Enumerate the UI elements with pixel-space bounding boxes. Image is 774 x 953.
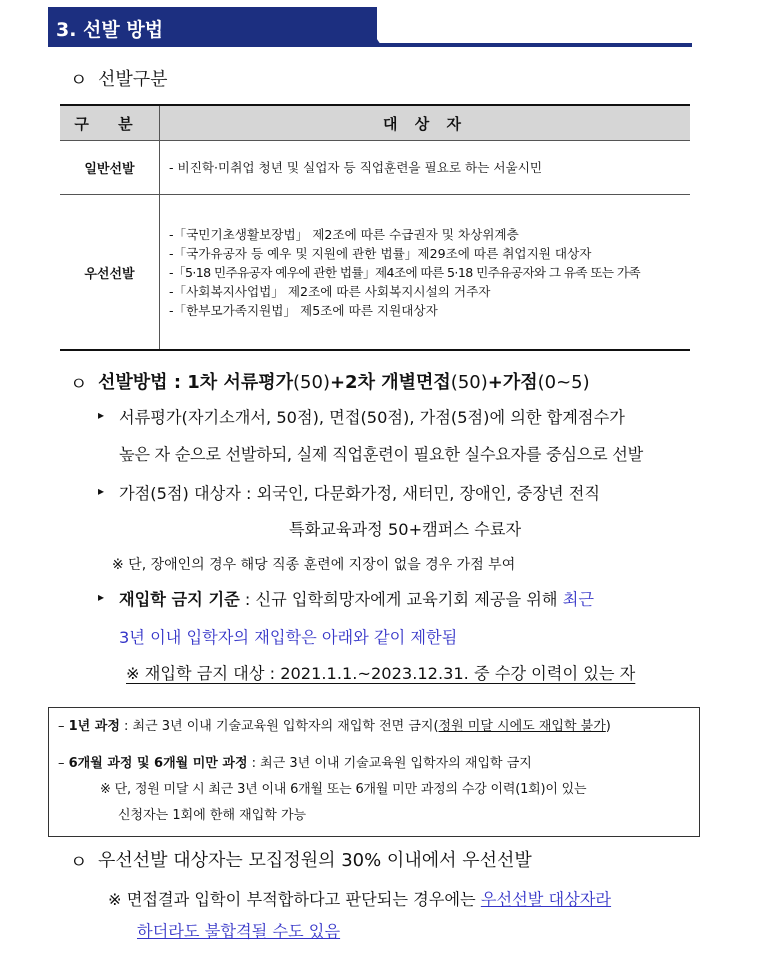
section-header-tail	[355, 7, 381, 45]
method-item1-line2: 높은 자 순으로 선발하되, 실제 직업훈련이 필요한 실수요자를 중심으로 선발	[119, 445, 643, 464]
table-row	[60, 141, 690, 195]
subsection-title-priority: 우선선발 대상자는 모집정원의 30% 이내에서 우선선발	[98, 850, 532, 871]
row-label-general: 일반선발	[60, 141, 160, 195]
subsection-title-selection-type: 선발구분	[98, 69, 168, 90]
method-item2-line1: 가점(5점) 대상자 : 외국인, 다문화가정, 새터민, 장애인, 중장년 전직	[119, 484, 601, 503]
box-note-line1: ※ 단, 정원 미달 시 최근 3년 이내 6개월 또는 6개월 미만 과정의 수강 이력(1회)이 있는	[100, 782, 587, 797]
section-title: 3. 선발 방법	[56, 19, 164, 41]
method-item1-line1: 서류평가(자기소개서, 50점), 면접(50점), 가점(5점)에 의한 합계점수가	[119, 408, 625, 427]
box-term-6month: 6개월 과정 및 6개월 미만 과정	[68, 756, 248, 771]
triangle-bullet-icon: ▸	[98, 484, 105, 498]
subsection-title-selection-method	[98, 368, 590, 394]
priority-item: -「국가유공자 등 예우 및 지원에 관한 법률」제29조에 따른 취업지원 대상자	[169, 245, 592, 261]
bullet-o-icon: ㅇ	[70, 70, 88, 91]
priority-item: -「사회복지사업법」 제2조에 따른 사회복지시설의 거주자	[169, 283, 491, 299]
box-text: : 최근 3년 이내 기술교육원 입학자의 재입학 금지	[247, 756, 532, 771]
triangle-bullet-icon: ▸	[98, 408, 105, 422]
row-text-general: - 비진학·미취업 청년 및 실업자 등 직업훈련을 필요로 하는 서울시민	[160, 141, 691, 195]
box-text: : 최근 3년 이내 기술교육원 입학자의 재입학 전면 금지(	[119, 719, 439, 734]
dash: –	[58, 719, 69, 734]
priority-note-line1	[108, 886, 611, 910]
note-readmission-target	[126, 660, 635, 684]
method-title-part: +가점	[487, 372, 538, 393]
box-term-1year: 1년 과정	[68, 719, 120, 734]
dash: –	[58, 756, 69, 771]
method-title-part: +2차 개별면접	[329, 372, 451, 393]
box-text: )	[605, 719, 611, 734]
box-line-6month	[58, 752, 532, 771]
readmission-ban-label: 재입학 금지 기준	[119, 590, 240, 609]
bullet-o-icon: ㅇ	[70, 374, 88, 395]
method-title-part: (50)	[293, 372, 330, 393]
box-note-line2: 신청자는 1회에 한해 재입학 가능	[118, 808, 307, 823]
selection-type-table	[60, 104, 690, 351]
triangle-bullet-icon: ▸	[98, 590, 105, 604]
priority-item: -「국민기초생활보장법」 제2조에 따른 수급권자 및 차상위계층	[169, 226, 519, 242]
row-text-priority	[160, 195, 691, 351]
box-underlined-text: 정원 미달 시에도 재입학 불가	[438, 719, 606, 734]
priority-note-text: ※ 면접결과 입학이 부적합하다고 판단되는 경우에는	[108, 890, 481, 909]
priority-note-underlined: 우선선발 대상자라	[480, 890, 612, 909]
method-item3-line1	[119, 586, 594, 610]
note-readmission-target-text: ※ 재입학 금지 대상 : 2021.1.1.~2023.12.31. 중 수강 이력이 있는 자	[126, 664, 636, 683]
priority-item: -「5·18 민주유공자 예우에 관한 법률」제4조에 따른 5·18 민주유공자와 그 유족 또는 가족	[169, 264, 641, 280]
method-item3-line2: 3년 이내 입학자의 재입학은 아래와 같이 제한됨	[119, 628, 458, 647]
priority-item: -「한부모가족지원법」 제5조에 따른 지원대상자	[169, 302, 438, 318]
method-title-part: (0~5)	[537, 372, 590, 393]
readmission-ban-text: : 신규 입학희망자에게 교육기회 제공을 위해	[239, 590, 563, 609]
priority-note-line2: 하더라도 불합격될 수도 있음	[137, 922, 341, 941]
table-header-target: 대 상 자	[160, 105, 691, 141]
method-item2-line2: 특화교육과정 50+캠퍼스 수료자	[289, 520, 522, 539]
table-header-row	[60, 105, 690, 141]
table-row	[60, 195, 690, 351]
bullet-o-icon: ㅇ	[70, 852, 88, 873]
table-header-category: 구 분	[60, 105, 160, 141]
box-line-1year	[58, 715, 611, 734]
method-title-part: (50)	[450, 372, 488, 393]
method-title-part: 선발방법 : 1차 서류평가	[98, 372, 294, 393]
readmission-ban-highlight: 최근	[562, 590, 594, 609]
note-disabled-bonus: ※ 단, 장애인의 경우 해당 직종 훈련에 지장이 없을 경우 가점 부여	[112, 557, 516, 573]
section-header-underline	[48, 43, 692, 47]
row-label-priority: 우선선발	[60, 195, 160, 351]
